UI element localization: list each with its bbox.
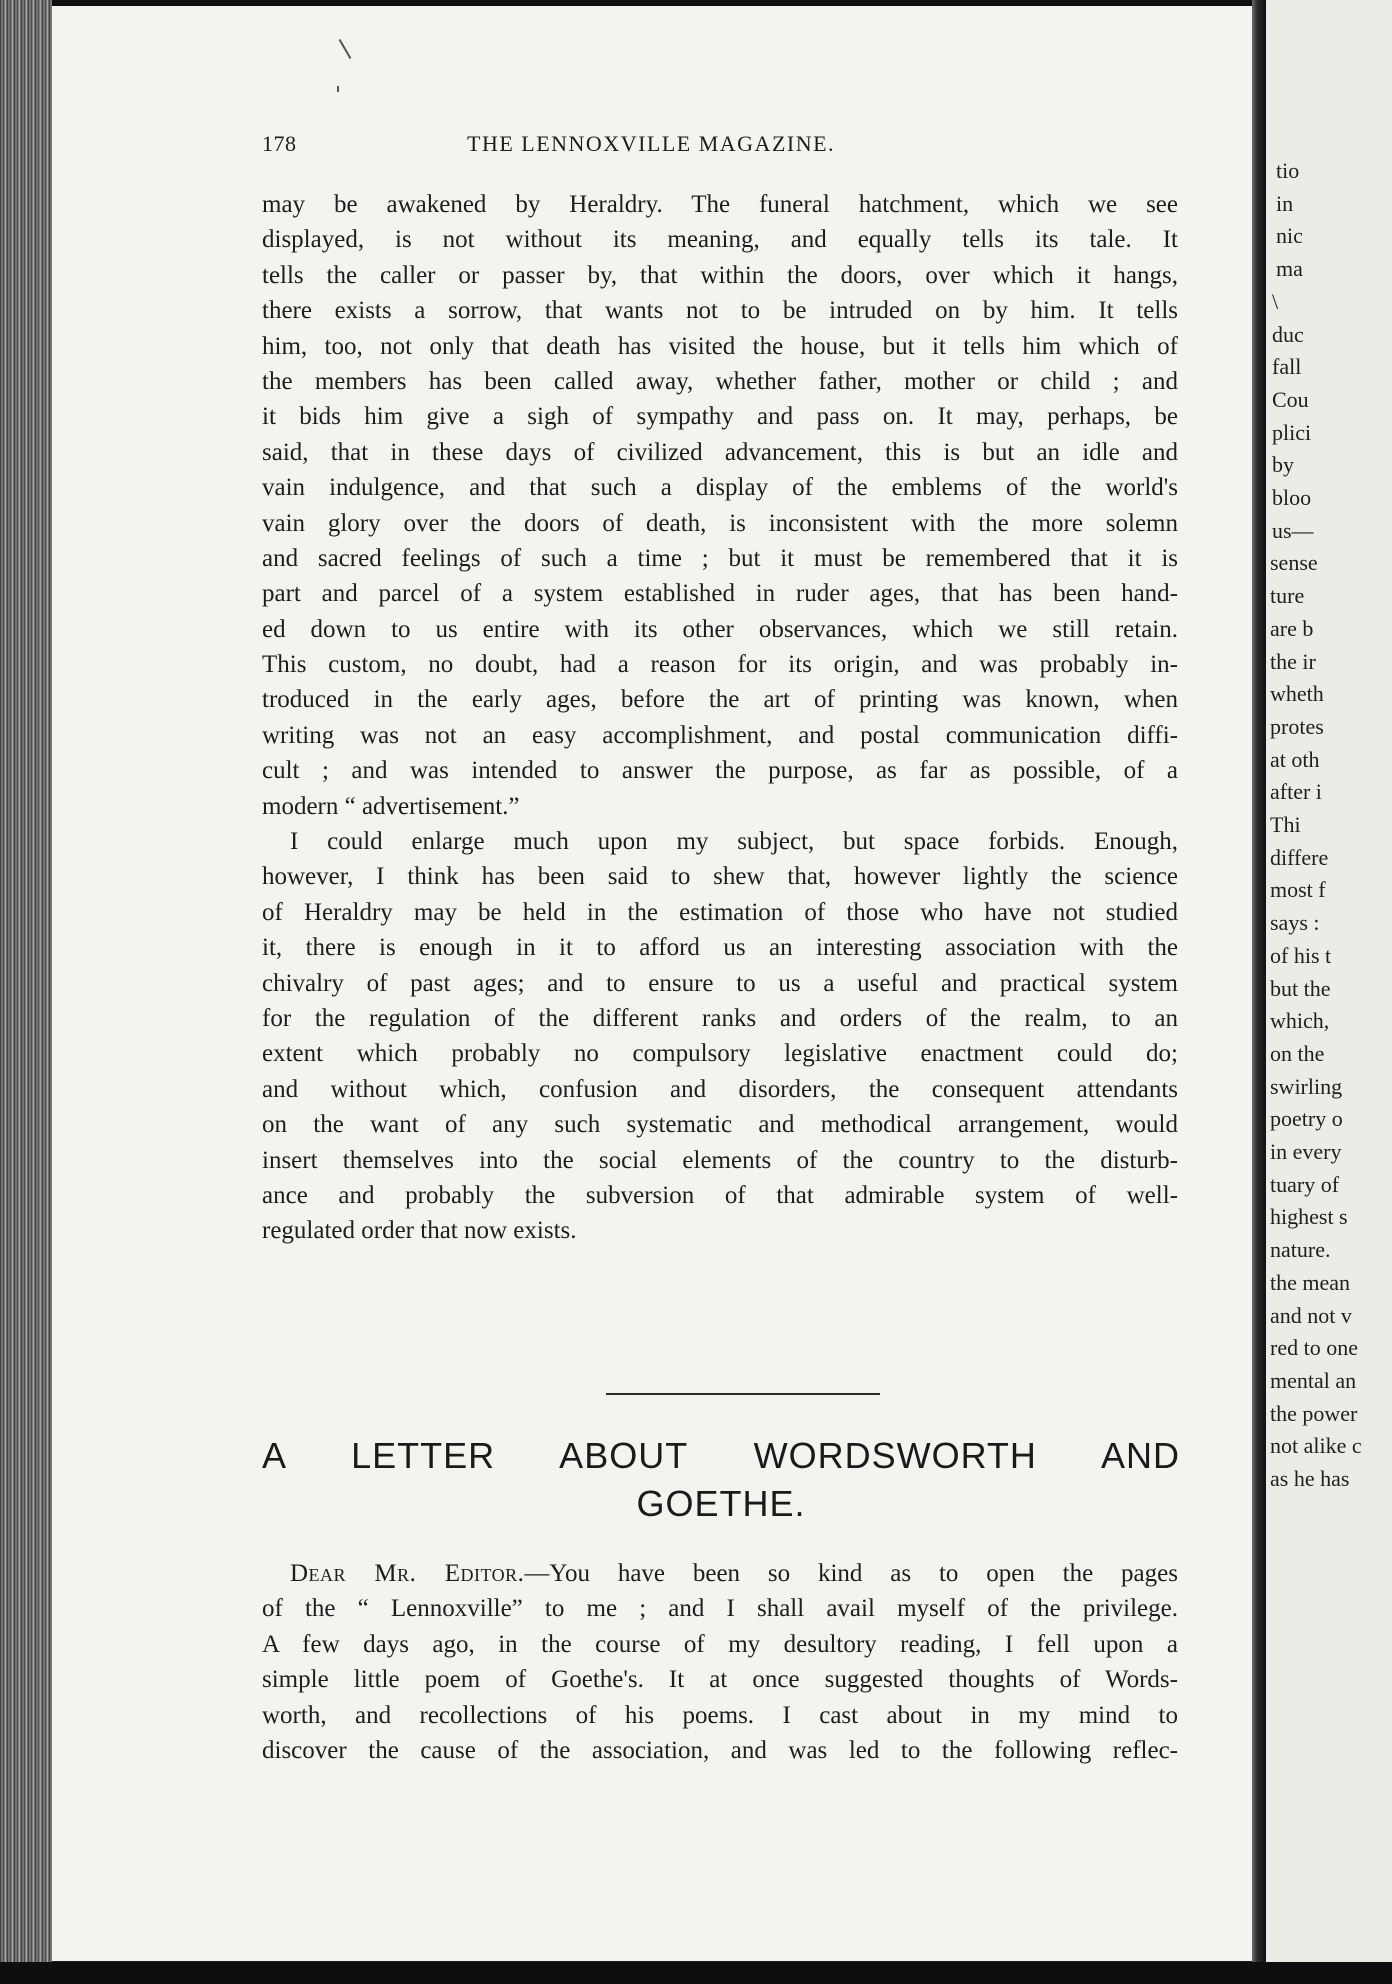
facing-page-fragment: nic	[1276, 223, 1303, 249]
facing-page-fragment: Thi	[1270, 812, 1301, 837]
text-line: worth, and recollections of his poems. I cast about in my mind to	[262, 1701, 1178, 1729]
scan-speck	[337, 86, 339, 92]
facing-page-fragment: protes	[1270, 713, 1324, 739]
facing-page-fragment: says :	[1270, 910, 1320, 936]
facing-page-fragment: red to one	[1270, 1335, 1358, 1361]
facing-page-fragment: ture	[1270, 583, 1305, 609]
text-line: extent which probably no compulsory legislative enactment could do;	[262, 1040, 1178, 1068]
text-line: there exists a sorrow, that wants not to be intruded on by him. It tells	[262, 297, 1178, 325]
facing-page-fragment: as he has	[1270, 1466, 1350, 1491]
text-line: vain indulgence, and that such a display of the emblems of the world's	[262, 474, 1178, 502]
facing-page-fragment: at oth	[1270, 746, 1320, 772]
running-header	[210, 131, 1210, 161]
text-line: modern “ advertisement.”	[262, 792, 520, 820]
facing-page-fragment: highest s	[1270, 1204, 1348, 1230]
scan-border-bottom	[0, 1962, 1392, 1984]
text-line: displayed, is not without its meaning, and equally tells its tale. It	[262, 226, 1178, 254]
facing-page-fragment: of his t	[1270, 942, 1332, 968]
facing-page-fragment: the mean	[1270, 1269, 1351, 1295]
book-page-edges	[0, 0, 52, 1984]
text-line: of the “ Lennoxville” to me ; and I shall avail myself of the privilege.	[262, 1595, 1178, 1623]
facing-page	[1266, 0, 1392, 1962]
facing-page-fragment: by	[1272, 452, 1294, 478]
text-line: A few days ago, in the course of my desultory reading, I fell upon a	[262, 1630, 1178, 1658]
text-line: insert themselves into the social elements of the country to the disturb-	[262, 1146, 1178, 1174]
text-line: however, I think has been said to shew that, however lightly the science	[262, 863, 1178, 891]
facing-page-fragment: Cou	[1272, 386, 1309, 412]
text-line: said, that in these days of civilized advancement, this is but an idle and	[262, 438, 1178, 466]
facing-page-fragment: and not v	[1270, 1302, 1352, 1328]
text-line: troduced in the early ages, before the art of printing was known, when	[262, 686, 1178, 714]
letter-lines	[262, 1591, 1178, 1768]
facing-page-fragment: bloo	[1272, 485, 1312, 510]
facing-page-fragment: plici	[1272, 419, 1312, 445]
text-line: the members has been called away, whether father, mother or child ; and	[262, 367, 1178, 395]
text-line: of Heraldry may be held in the estimation of those who have not studied	[262, 898, 1178, 926]
text-line: I could enlarge much upon my subject, but space forbids. Enough,	[290, 828, 1178, 856]
facing-page-fragment: tuary of	[1270, 1171, 1340, 1197]
facing-page-fragment: fall	[1272, 354, 1302, 380]
facing-page-fragment: tio	[1276, 158, 1300, 183]
text-line: and sacred feelings of such a time ; but it must be remembered that it is	[262, 544, 1178, 572]
article-title	[262, 1432, 1180, 1528]
text-line: it bids him give a sigh of sympathy and pass on. It may, perhaps, be	[262, 403, 1178, 431]
facing-page-fragment: most f	[1270, 877, 1326, 903]
book-gutter	[1252, 0, 1266, 1984]
facing-page-fragment: which,	[1270, 1008, 1330, 1034]
text-line: writing was not an easy accomplishment, and postal communication diffi-	[262, 721, 1178, 749]
text-line: ance and probably the subversion of that admirable system of well-	[262, 1181, 1178, 1209]
facing-page-fragment: after i	[1270, 779, 1322, 805]
text-line: vain glory over the doors of death, is inconsistent with the more solemn	[262, 509, 1178, 537]
article-title-line-1: A LETTER ABOUT WORDSWORTH AND	[262, 1435, 1180, 1476]
letter-first-line	[262, 1556, 1178, 1591]
text-line: ed down to us entire with its other observances, which we still retain.	[262, 615, 1178, 643]
facing-page-fragment: in	[1276, 190, 1294, 216]
facing-page-fragment: nature.	[1270, 1237, 1331, 1263]
facing-page-fragment: duc	[1272, 321, 1304, 347]
facing-page-fragment: the power	[1270, 1400, 1358, 1426]
salutation: Dear Mr. Editor.	[290, 1560, 525, 1587]
text-line: him, too, not only that death has visited the house, but it tells him which of	[262, 332, 1178, 360]
letter-first-line-rest: —You have been so kind as to open the pages	[524, 1560, 1178, 1587]
text-line: simple little poem of Goethe's. It at once suggested thoughts of Words-	[262, 1666, 1178, 1694]
text-line: for the regulation of the different ranks and orders of the realm, to an	[262, 1004, 1178, 1032]
article-title-line-2: GOETHE.	[636, 1483, 806, 1524]
section-divider	[606, 1393, 880, 1395]
facing-page-fragment: but the	[1270, 975, 1331, 1001]
facing-page-fragment: on the	[1270, 1040, 1325, 1066]
text-line: it, there is enough in it to afford us an interesting association with the	[262, 934, 1178, 962]
facing-page-fragment: poetry o	[1270, 1106, 1343, 1132]
letter-text	[262, 1556, 1178, 1768]
page-number: 178	[262, 131, 297, 156]
text-line: tells the caller or passer by, that within the doors, over which it hangs,	[262, 261, 1178, 289]
text-line: may be awakened by Heraldry. The funeral hatchment, which we see	[262, 191, 1178, 218]
body-text	[262, 187, 1178, 1249]
facing-page-fragment: are b	[1270, 615, 1314, 641]
facing-page-fragment: the ir	[1270, 648, 1316, 674]
facing-page-fragment: swirling	[1270, 1073, 1343, 1099]
facing-page-fragment: us—	[1272, 517, 1314, 543]
text-line: chivalry of past ages; and to ensure to us a useful and practical system	[262, 969, 1178, 997]
text-line: discover the cause of the association, and was led to the following reflec-	[262, 1736, 1178, 1764]
text-line: and without which, confusion and disorders, the consequent attendants	[262, 1075, 1178, 1103]
facing-page-fragment: wheth	[1270, 681, 1324, 707]
facing-page-fragment: sense	[1270, 550, 1318, 576]
text-line: on the want of any such systematic and methodical arrangement, would	[262, 1111, 1178, 1139]
facing-page-fragment: ma	[1276, 256, 1303, 282]
paragraph	[262, 824, 1178, 1249]
facing-page-fragment: not alike c	[1270, 1433, 1362, 1459]
facing-page-fragment: differe	[1270, 844, 1329, 870]
facing-page-fragment: \	[1272, 288, 1279, 314]
facing-page-fragment: in every	[1270, 1139, 1342, 1164]
text-line: regulated order that now exists.	[262, 1217, 577, 1245]
text-line: part and parcel of a system established in ruder ages, that has been hand-	[262, 580, 1178, 608]
facing-page-fragment: mental an	[1270, 1367, 1357, 1393]
text-line: cult ; and was intended to answer the purpose, as far as possible, of a	[262, 757, 1178, 785]
text-line: This custom, no doubt, had a reason for its origin, and was probably in-	[262, 651, 1178, 679]
running-title: THE LENNOXVILLE MAGAZINE.	[467, 131, 836, 156]
